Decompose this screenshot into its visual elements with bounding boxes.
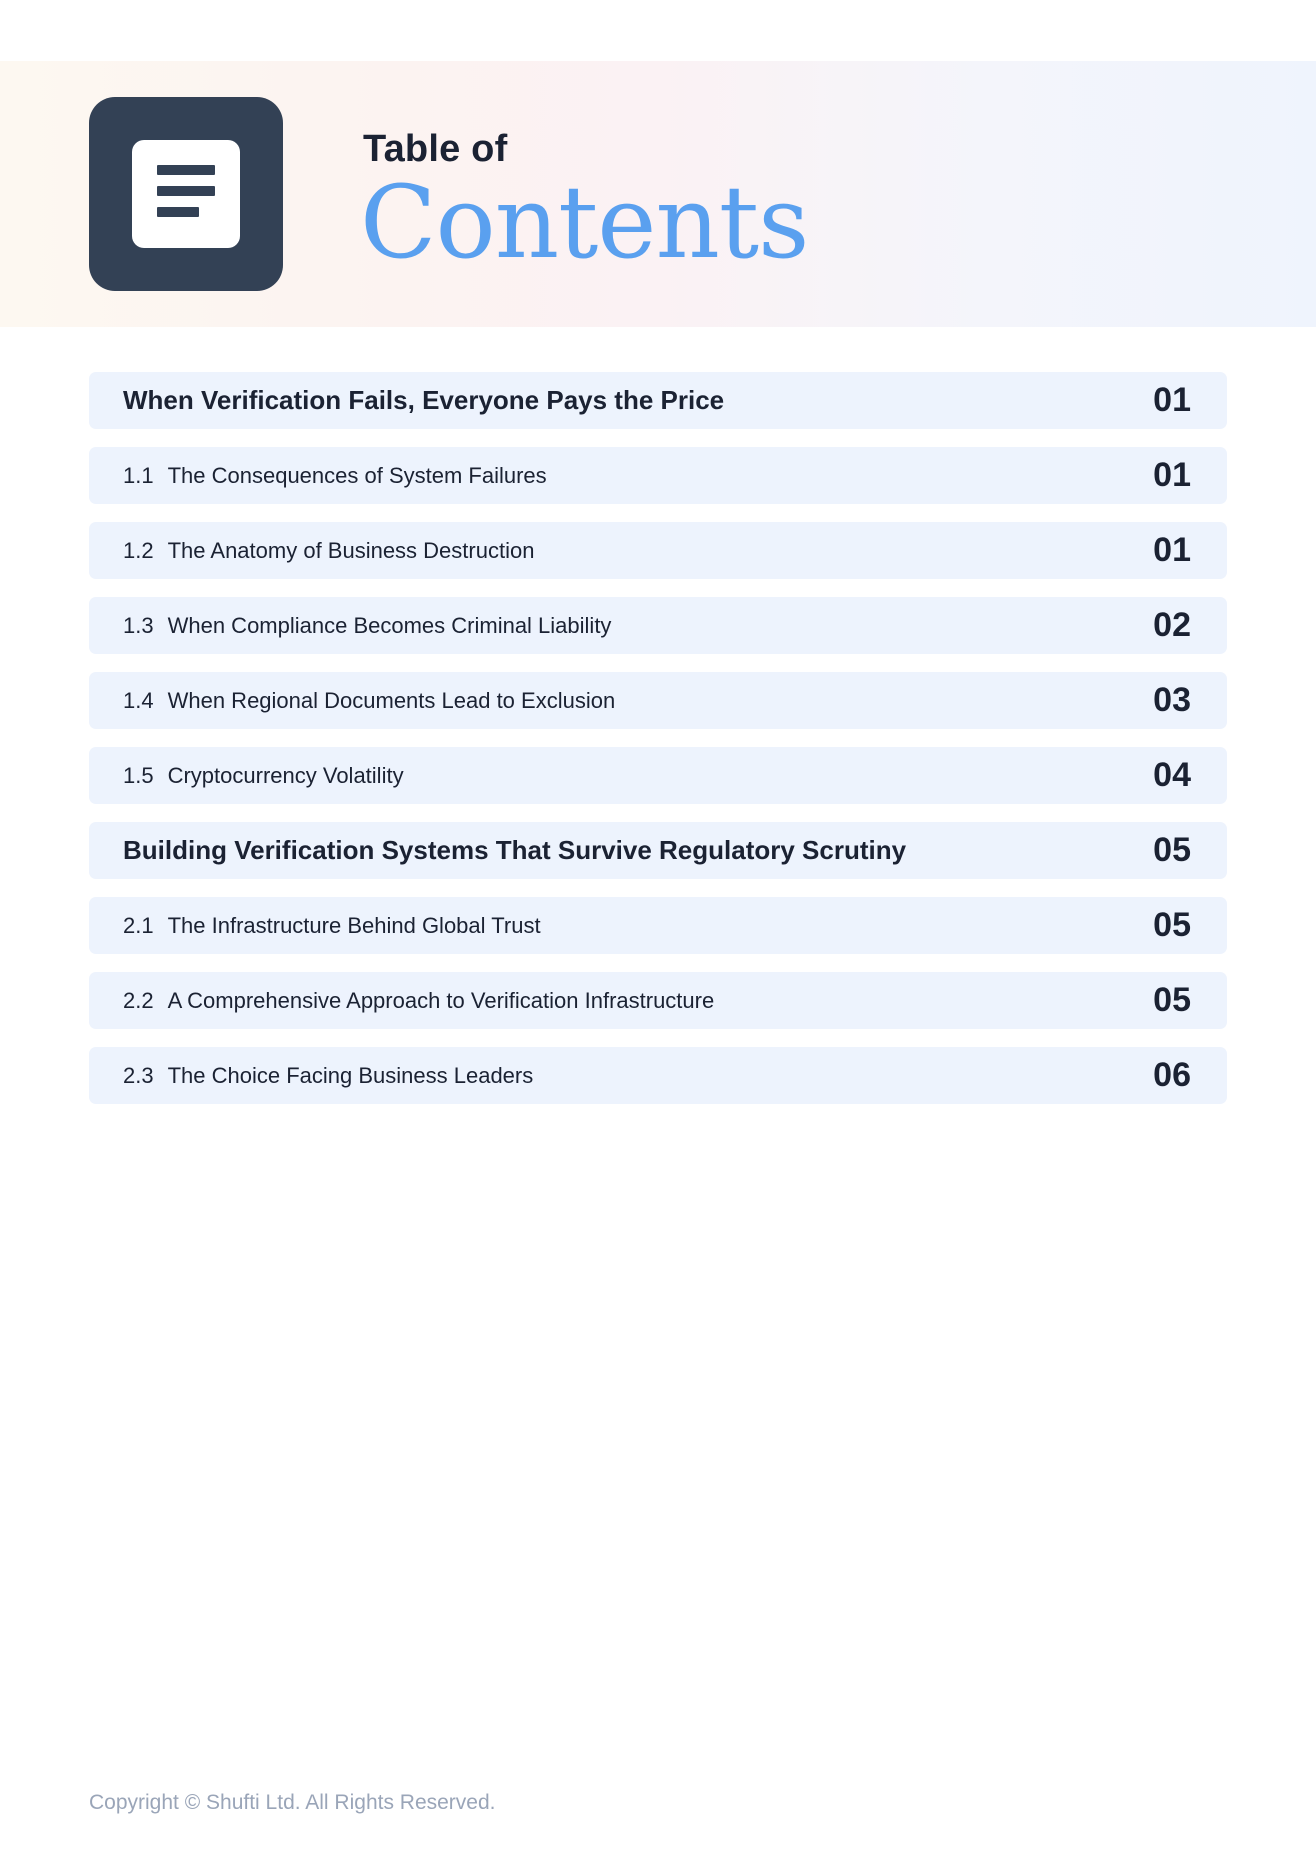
document-icon-line [157, 186, 215, 196]
copyright-notice: Copyright © Shufti Ltd. All Rights Reserved. [89, 1791, 496, 1814]
toc-label [123, 747, 404, 804]
toc-row[interactable] [89, 447, 1227, 504]
toc-number: 1.4 [123, 688, 154, 713]
toc-title: The Anatomy of Business Destruction [167, 538, 535, 563]
toc-title: When Verification Fails, Everyone Pays the Price [123, 385, 725, 415]
title-small: Table of [363, 128, 508, 170]
toc-row[interactable] [89, 822, 1227, 879]
toc-label [123, 972, 714, 1029]
toc-page-number: 05 [1153, 906, 1191, 944]
toc-row[interactable] [89, 372, 1227, 429]
table-of-contents [89, 372, 1227, 1122]
toc-page-number: 02 [1153, 606, 1191, 644]
document-icon-line [157, 165, 215, 175]
document-lines-icon [89, 97, 283, 291]
toc-number: 1.3 [123, 613, 154, 638]
toc-page-number: 01 [1153, 456, 1191, 494]
toc-row[interactable] [89, 1047, 1227, 1104]
document-icon-line [157, 207, 199, 217]
toc-label [123, 372, 724, 429]
toc-title: The Choice Facing Business Leaders [167, 1063, 534, 1088]
toc-title: When Compliance Becomes Criminal Liability [167, 613, 612, 638]
page-title: Contents [360, 164, 809, 281]
toc-page-number: 04 [1153, 756, 1191, 794]
toc-page-number: 06 [1153, 1056, 1191, 1094]
toc-page-number: 01 [1153, 531, 1191, 569]
toc-number: 2.1 [123, 913, 154, 938]
toc-number: 2.2 [123, 988, 154, 1013]
toc-title: When Regional Documents Lead to Exclusion [167, 688, 616, 713]
toc-label [123, 522, 534, 579]
toc-number: 1.1 [123, 463, 154, 488]
toc-page-number: 01 [1153, 381, 1191, 419]
toc-row[interactable] [89, 972, 1227, 1029]
toc-label [123, 1047, 533, 1104]
toc-label [123, 822, 906, 879]
toc-title: The Consequences of System Failures [167, 463, 547, 488]
toc-label [123, 597, 611, 654]
toc-label [123, 672, 615, 729]
toc-number: 1.2 [123, 538, 154, 563]
toc-title: Building Verification Systems That Survive Regulatory Scrutiny [123, 835, 907, 865]
toc-row[interactable] [89, 597, 1227, 654]
toc-row[interactable] [89, 747, 1227, 804]
document-icon-sheet [132, 140, 240, 248]
toc-number: 1.5 [123, 763, 154, 788]
toc-page-number: 03 [1153, 681, 1191, 719]
toc-label [123, 447, 547, 504]
toc-title: The Infrastructure Behind Global Trust [167, 913, 541, 938]
toc-title: Cryptocurrency Volatility [167, 763, 404, 788]
toc-row[interactable] [89, 897, 1227, 954]
toc-number: 2.3 [123, 1063, 154, 1088]
toc-row[interactable] [89, 672, 1227, 729]
toc-page-number: 05 [1153, 981, 1191, 1019]
toc-page-number: 05 [1153, 831, 1191, 869]
toc-title: A Comprehensive Approach to Verification Infrastructure [167, 988, 715, 1013]
toc-label [123, 897, 541, 954]
toc-row[interactable] [89, 522, 1227, 579]
